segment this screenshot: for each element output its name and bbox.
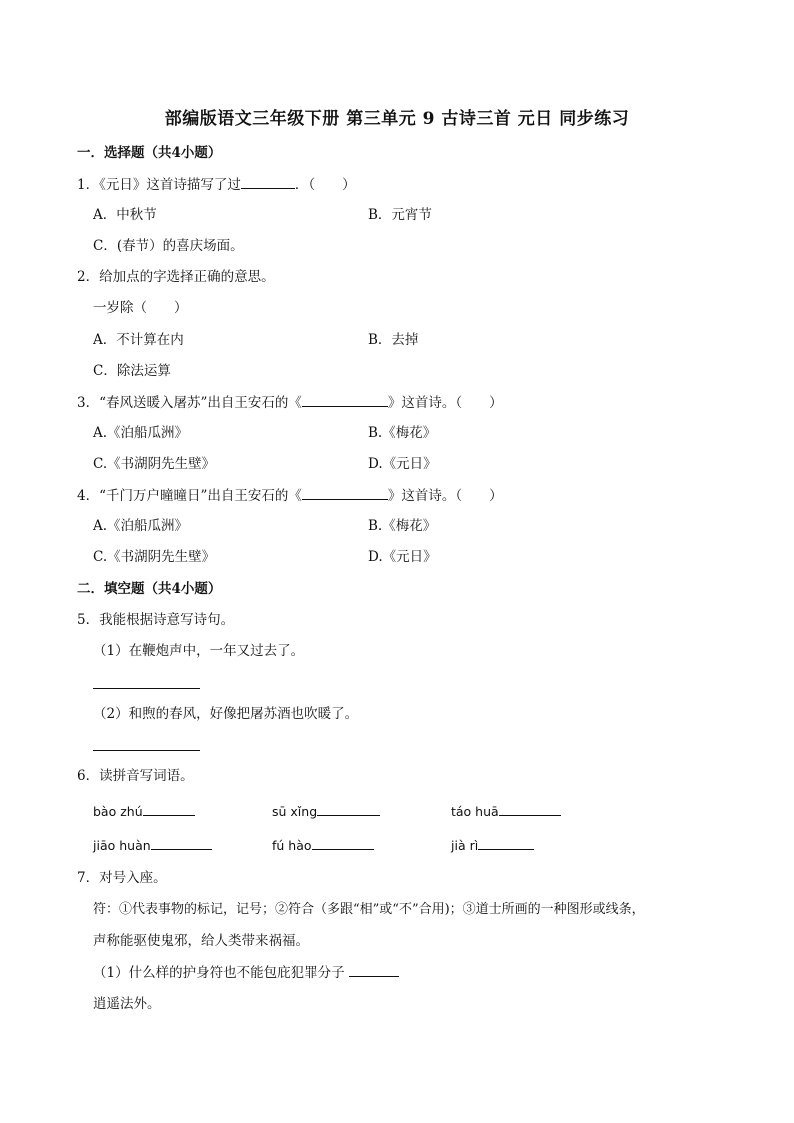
- pinyin-blank-6[interactable]: [478, 835, 534, 850]
- pinyin-item-6: [451, 835, 534, 856]
- pinyin-text-4: jiāo huàn: [93, 838, 151, 853]
- question-1-stem-end: ．（ ）: [294, 177, 356, 193]
- question-5-answer-line-2[interactable]: [93, 750, 200, 751]
- question-5-part-1: （1）在鞭炮声中，一年又过去了。: [93, 643, 305, 659]
- question-5-answer-line-1[interactable]: [93, 688, 200, 689]
- question-3-stem-end: 》这首诗。（ ）: [387, 395, 503, 411]
- pinyin-text-2: sū xǐng: [272, 804, 318, 819]
- question-7-sub-1-blank[interactable]: [349, 962, 399, 977]
- question-4-stem-text: 4．“千门万户曈曈日”出自王安石的《: [77, 488, 302, 504]
- question-7-sub-1-text: （1）什么样的护身符也不能包庇犯罪分子: [93, 965, 345, 981]
- pinyin-text-3: táo huā: [451, 804, 499, 819]
- question-7-sub-1: [93, 962, 399, 983]
- question-3-option-d[interactable]: D.《元日》: [368, 456, 437, 472]
- question-3-blank[interactable]: [302, 392, 388, 407]
- section-heading-choice: 一．选择题（共4小题）: [77, 145, 222, 161]
- question-3-option-a[interactable]: A.《泊船瓜洲》: [93, 425, 189, 441]
- pinyin-blank-1[interactable]: [143, 801, 195, 816]
- pinyin-blank-2[interactable]: [317, 801, 380, 816]
- pinyin-item-2: [272, 801, 380, 822]
- question-5-part-2: （2）和煦的春风，好像把屠苏酒也吹暖了。: [93, 706, 359, 722]
- pinyin-blank-4[interactable]: [151, 835, 212, 850]
- question-1-option-b[interactable]: B．元宵节: [368, 207, 432, 223]
- pinyin-text-1: bào zhú: [93, 804, 143, 819]
- question-7-definition-line-2: 声称能驱使鬼邪，给人类带来祸福。: [93, 933, 309, 949]
- pinyin-item-3: [451, 801, 561, 822]
- question-1-option-c[interactable]: C．(春节）的喜庆场面。: [93, 238, 244, 254]
- pinyin-text-6: jià rì: [451, 838, 479, 853]
- question-2-stem: 2．给加点的字选择正确的意思。: [77, 269, 275, 285]
- question-7-definition-line-1: 符：①代表事物的标记，记号；②符合（多跟“相”或“不”合用)；③道士所画的一种图形或线条，: [93, 902, 645, 917]
- question-2-option-c[interactable]: C．除法运算: [93, 363, 171, 379]
- question-1-blank[interactable]: [241, 174, 295, 189]
- question-7-sub-1-continuation: 逍遥法外。: [93, 996, 161, 1012]
- question-5-stem: 5．我能根据诗意写诗句。: [77, 612, 235, 628]
- question-2-sub: 一岁除（ ）: [93, 300, 188, 316]
- section-heading-fill: 二．填空题（共4小题）: [77, 581, 222, 597]
- question-7-stem: 7．对号入座。: [77, 870, 167, 886]
- question-4-option-b[interactable]: B.《梅花》: [368, 518, 437, 534]
- question-1-stem: [77, 174, 356, 195]
- question-4-option-d[interactable]: D.《元日》: [368, 549, 437, 565]
- question-6-stem: 6．读拼音写词语。: [77, 768, 194, 784]
- question-3-stem: [77, 392, 503, 413]
- question-4-option-a[interactable]: A.《泊船瓜洲》: [93, 518, 189, 534]
- question-4-blank[interactable]: [302, 485, 388, 500]
- question-4-option-c[interactable]: C.《书湖阴先生壁》: [93, 549, 216, 565]
- question-2-option-a[interactable]: A．不计算在内: [93, 332, 184, 348]
- pinyin-item-1: [93, 801, 195, 822]
- question-1-stem-text: 1．《元日》这首诗描写了过: [77, 177, 241, 193]
- pinyin-item-5: [272, 835, 374, 856]
- question-3-option-b[interactable]: B.《梅花》: [368, 425, 437, 441]
- question-3-option-c[interactable]: C.《书湖阴先生壁》: [93, 456, 216, 472]
- question-1-option-a[interactable]: A．中秋节: [93, 207, 157, 223]
- question-2-option-b[interactable]: B．去掉: [368, 332, 419, 348]
- pinyin-item-4: [93, 835, 212, 856]
- question-4-stem: [77, 485, 503, 506]
- pinyin-text-5: fú hào: [272, 838, 312, 853]
- pinyin-blank-5[interactable]: [312, 835, 374, 850]
- page-title: 部编版语文三年级下册 第三单元 9 古诗三首 元日 同步练习: [164, 109, 630, 129]
- question-4-stem-end: 》这首诗。（ ）: [387, 488, 503, 504]
- question-3-stem-text: 3．“春风送暖入屠苏”出自王安石的《: [77, 395, 302, 411]
- pinyin-blank-3[interactable]: [499, 801, 561, 816]
